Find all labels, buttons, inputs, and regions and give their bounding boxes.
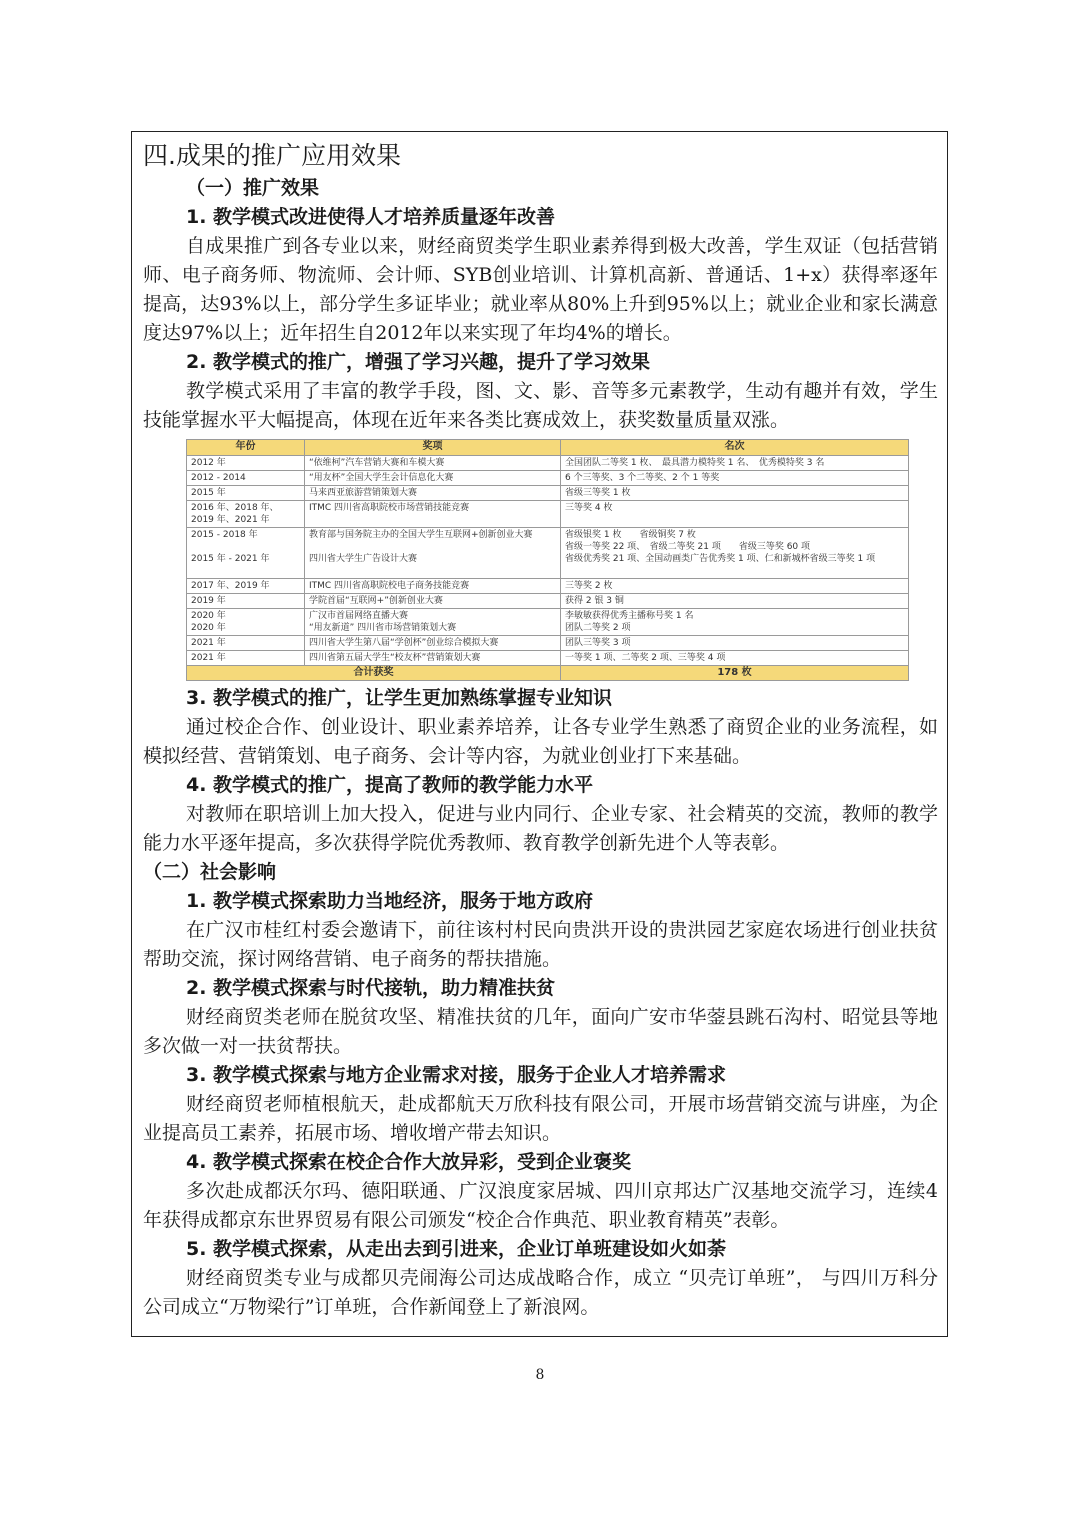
table-row (187, 594, 909, 609)
total-label: 合计获奖 (187, 666, 561, 681)
table-row (187, 501, 909, 528)
award-cell (305, 528, 561, 579)
cell-line: 2019 年 (191, 596, 226, 606)
year-cell (187, 471, 305, 486)
part2-item-2 (143, 974, 938, 1061)
cell-line: 团队三等奖 3 项 (565, 638, 631, 648)
rank-cell (561, 501, 909, 528)
part1-item-2 (143, 348, 938, 435)
cell-line: “依维柯”汽车营销大赛和车模大赛 (309, 458, 445, 468)
cell-line: 获得 2 银 3 铜 (565, 596, 624, 606)
rank-cell (561, 456, 909, 471)
part2-heading: （二）社会影响 (143, 861, 277, 883)
award-cell (305, 579, 561, 594)
rank-cell (561, 594, 909, 609)
header-rank: 名次 (561, 440, 909, 456)
cell-line: 三等奖 2 枚 (565, 581, 613, 591)
award-cell (305, 594, 561, 609)
item-heading: 1. 教学模式改进使得人才培养质量逐年改善 (186, 206, 556, 228)
cell-line (191, 565, 300, 577)
cell-line: “用友新道” 四川省市场营销策划大赛 (309, 623, 457, 633)
cell-line: 李敏敏获得优秀主播称号奖 1 名 (565, 611, 694, 621)
cell-line: 省级银奖 1 枚 省级铜奖 7 枚 (565, 530, 696, 540)
award-cell (305, 609, 561, 636)
part1-item-3 (143, 684, 938, 771)
cell-line: “用友杯”全国大学生会计信息化大赛 (309, 473, 454, 483)
part2-item-4 (143, 1148, 938, 1235)
item-text: 多次赴成都沃尔玛、德阳联通、广汉浪度家居城、四川京邦达广汉基地交流学习，连续4年获得成都京东世界贸易有限公司颁发“校企合作典范、职业教育精英”表彰。 (143, 1180, 938, 1231)
cell-line: ITMC 四川省高职院校电子商务技能竞赛 (309, 581, 470, 591)
table-total-row (187, 666, 909, 681)
item-heading: 2. 教学模式的推广，增强了学习兴趣，提升了学习效果 (186, 351, 651, 373)
table-row (187, 636, 909, 651)
cell-line: 全国团队二等奖 1 枚、 最具潜力模特奖 1 名、 优秀模特奖 3 名 (565, 458, 825, 468)
year-cell (187, 486, 305, 501)
rank-cell (561, 471, 909, 486)
cell-line: 四川省第五届大学生“校友杯”营销策划大赛 (309, 653, 481, 663)
year-cell (187, 579, 305, 594)
cell-line: 2016 年、2018 年、 (191, 503, 279, 513)
cell-line: 2021 年 (191, 653, 226, 663)
part2-item-1 (143, 887, 938, 974)
part1-item-4 (143, 771, 938, 858)
table-row (187, 456, 909, 471)
year-cell (187, 609, 305, 636)
cell-line (309, 565, 556, 577)
part1-item-1 (143, 203, 938, 348)
item-text: 财经商贸类专业与成都贝壳闹海公司达成战略合作，成立 “贝壳订单班”， 与四川万科分公司成立“万物梁行”订单班，合作新闻登上了新浪网。 (143, 1267, 938, 1318)
cell-line (191, 541, 300, 553)
rank-cell (561, 636, 909, 651)
cell-line: 2012 - 2014 (191, 473, 246, 483)
cell-line: 四川省大学生广告设计大赛 (309, 554, 418, 564)
cell-line (309, 541, 556, 553)
cell-line: 6 个三等奖、3 个二等奖、2 个 1 等奖 (565, 473, 720, 483)
item-text: 通过校企合作、创业设计、职业素养培养，让各专业学生熟悉了商贸企业的业务流程，如模拟经营、营销策划、电子商务、会计等内容，为就业创业打下来基础。 (143, 716, 938, 767)
cell-line: 马来西亚旅游营销策划大赛 (309, 488, 418, 498)
cell-line: 2017 年、2019 年 (191, 581, 270, 591)
year-cell (187, 594, 305, 609)
rank-cell (561, 486, 909, 501)
item-heading: 4. 教学模式探索在校企合作大放异彩，受到企业褒奖 (186, 1151, 632, 1173)
cell-line: 2019 年、2021 年 (191, 515, 270, 525)
rank-cell (561, 579, 909, 594)
cell-line: 学院首届“互联网+”创新创业大赛 (309, 596, 443, 606)
item-heading: 1. 教学模式探索助力当地经济，服务于地方政府 (186, 890, 594, 912)
award-cell (305, 486, 561, 501)
cell-line: 广汉市首届网络直播大赛 (309, 611, 409, 621)
cell-line: 2020 年 (191, 623, 226, 633)
awards-table-wrapper (186, 439, 908, 681)
cell-line: 2020 年 (191, 611, 226, 621)
part1-heading: （一）推广效果 (186, 177, 320, 199)
cell-line: 团队二等奖 2 项 (565, 623, 631, 633)
table-body (187, 456, 909, 666)
awards-table (186, 439, 909, 681)
cell-line: 省级一等奖 22 项、 省级二等奖 21 项 省级三等奖 60 项 (565, 542, 811, 552)
item-text: 财经商贸类老师在脱贫攻坚、精准扶贫的几年，面向广安市华蓥县跳石沟村、昭觉县等地多次做一对一扶贫帮扶。 (143, 1006, 938, 1057)
year-cell (187, 456, 305, 471)
rank-cell (561, 651, 909, 666)
award-cell (305, 501, 561, 528)
rank-cell (561, 528, 909, 579)
table-row (187, 528, 909, 579)
item-heading: 2. 教学模式探索与时代接轨，助力精准扶贫 (186, 977, 556, 999)
rank-cell (561, 609, 909, 636)
cell-line: 2015 年 (191, 488, 226, 498)
cell-line: 三等奖 4 枚 (565, 503, 613, 513)
cell-line (565, 565, 904, 577)
header-award: 奖项 (305, 440, 561, 456)
cell-line: 2015 年 - 2021 年 (191, 554, 270, 564)
item-heading: 3. 教学模式探索与地方企业需求对接，服务于企业人才培养需求 (186, 1064, 727, 1086)
item-text: 教学模式采用了丰富的教学手段，图、文、影、音等多元素教学，生动有趣并有效，学生技能掌握水平大幅提高，体现在近年来各类比赛成效上，获奖数量质量双涨。 (143, 380, 938, 431)
item-heading: 5. 教学模式探索，从走出去到引进来，企业订单班建设如火如荼 (186, 1238, 727, 1260)
table-header-row (187, 440, 909, 456)
header-year: 年份 (187, 440, 305, 456)
year-cell (187, 636, 305, 651)
award-cell (305, 456, 561, 471)
part2-item-3 (143, 1061, 938, 1148)
item-text: 在广汉市桂红村委会邀请下，前往该村村民向贵洪开设的贵洪园艺家庭农场进行创业扶贫帮助交流，探讨网络营销、电子商务的帮扶措施。 (143, 919, 938, 970)
year-cell (187, 528, 305, 579)
year-cell (187, 501, 305, 528)
part2-item-5 (143, 1235, 938, 1322)
cell-line: 教育部与国务院主办的全国大学生互联网+创新创业大赛 (309, 530, 533, 540)
cell-line: 2015 - 2018 年 (191, 530, 258, 540)
table-row (187, 471, 909, 486)
table-row (187, 486, 909, 501)
cell-line: 2012 年 (191, 458, 226, 468)
award-cell (305, 651, 561, 666)
item-text: 自成果推广到各专业以来，财经商贸类学生职业素养得到极大改善，学生双证（包括营销师、电子商务师、物流师、会计师、SYB创业培训、计算机高新、普通话、1+x）获得率逐年提高，达93%以上，部分学生多证毕业；就业率从80%上升到95%以上；就业企业和家长满意度达97%以上；近年招生自2012年以来实现了年均4%的增长。 (143, 235, 938, 344)
item-heading: 4. 教学模式的推广，提高了教师的教学能力水平 (186, 774, 594, 796)
total-value: 178 枚 (561, 666, 909, 681)
document-body (143, 138, 938, 1322)
table-row (187, 651, 909, 666)
item-heading: 3. 教学模式的推广，让学生更加熟练掌握专业知识 (186, 687, 613, 709)
cell-line: 省级优秀奖 21 项、全国动画类广告优秀奖 1 项、仁和新城杯省级三等奖 1 项 (565, 554, 876, 564)
page-number: 8 (535, 1367, 545, 1383)
section-title: 四.成果的推广应用效果 (143, 141, 401, 170)
award-cell (305, 636, 561, 651)
cell-line: 一等奖 1 项、二等奖 2 项、三等奖 4 项 (565, 653, 726, 663)
cell-line: 四川省大学生第八届“学创杯”创业综合模拟大赛 (309, 638, 499, 648)
award-cell (305, 471, 561, 486)
item-text: 财经商贸老师植根航天，赴成都航天万欣科技有限公司，开展市场营销交流与讲座，为企业提高员工素养，拓展市场、增收增产带去知识。 (143, 1093, 938, 1144)
year-cell (187, 651, 305, 666)
table-row (187, 609, 909, 636)
item-text: 对教师在职培训上加大投入，促进与业内同行、企业专家、社会精英的交流，教师的教学能力水平逐年提高，多次获得学院优秀教师、教育教学创新先进个人等表彰。 (143, 803, 938, 854)
cell-line: 2021 年 (191, 638, 226, 648)
table-row (187, 579, 909, 594)
cell-line: 省级三等奖 1 枚 (565, 488, 631, 498)
cell-line: ITMC 四川省高职院校市场营销技能竞赛 (309, 503, 470, 513)
